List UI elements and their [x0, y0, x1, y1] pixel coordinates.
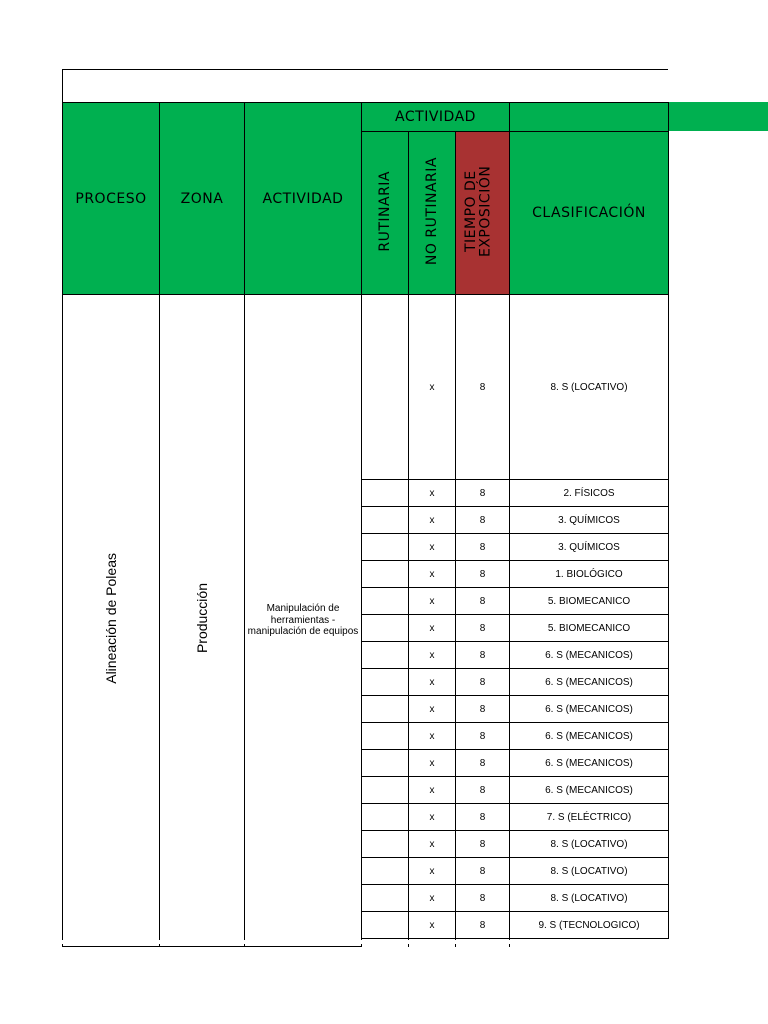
cell-tiempo: 8 [456, 696, 510, 723]
cell-rutinaria [362, 480, 409, 507]
col-header-proceso: PROCESO [63, 103, 160, 295]
cell-rutinaria [362, 912, 409, 939]
cell-clasificacion: 5. BIOMECANICO [510, 588, 669, 615]
cell-no-rutinaria: x [409, 561, 456, 588]
cell-rutinaria [362, 561, 409, 588]
cell-tiempo: 8 [456, 804, 510, 831]
cell-no-rutinaria: x [409, 723, 456, 750]
cell-rutinaria [362, 723, 409, 750]
cell-no-rutinaria: x [409, 507, 456, 534]
cell-tiempo: 8 [456, 615, 510, 642]
cell-rutinaria [362, 507, 409, 534]
cell-no-rutinaria: x [409, 858, 456, 885]
cell-rutinaria [362, 669, 409, 696]
sheet-title-row [62, 69, 668, 102]
col-header-tiempo-exposicion [456, 132, 510, 295]
header-green-extension [668, 102, 768, 131]
col-header-no-rutinaria [409, 132, 456, 295]
cell-tiempo: 8 [456, 295, 510, 480]
cell-tiempo: 8 [456, 669, 510, 696]
cell-no-rutinaria: x [409, 804, 456, 831]
cell-rutinaria [362, 885, 409, 912]
col-header-clasificacion: CLASIFICACIÓN [510, 132, 669, 295]
cell-no-rutinaria: x [409, 615, 456, 642]
matrix-body [63, 295, 669, 947]
cell-no-rutinaria: x [409, 912, 456, 939]
zona-value: Producción [193, 583, 210, 654]
cell-no-rutinaria: x [409, 480, 456, 507]
zona-cell [160, 295, 245, 947]
cell-tiempo: 8 [456, 561, 510, 588]
cell-clasificacion: 5. BIOMECANICO [510, 615, 669, 642]
cell-no-rutinaria: x [409, 534, 456, 561]
cell-clasificacion: 8. S (LOCATIVO) [510, 858, 669, 885]
group-header-actividad: ACTIVIDAD [362, 103, 510, 132]
cell-no-rutinaria: x [409, 588, 456, 615]
cell-tiempo: 8 [456, 750, 510, 777]
cell-tiempo: 8 [456, 885, 510, 912]
rutinaria-label: RUTINARIA [376, 170, 393, 252]
cell-no-rutinaria: x [409, 831, 456, 858]
cell-tiempo: 8 [456, 642, 510, 669]
cell-clasificacion: 6. S (MECANICOS) [510, 723, 669, 750]
tiempo-exposicion-label: TIEMPO DE EXPOSICIÓN [462, 165, 494, 257]
cell-no-rutinaria: x [409, 885, 456, 912]
cell-rutinaria [362, 831, 409, 858]
risk-matrix-table [62, 102, 669, 947]
col-header-actividad: ACTIVIDAD [245, 103, 362, 295]
cell-tiempo: 8 [456, 480, 510, 507]
cell-clasificacion: 8. S (LOCATIVO) [510, 295, 669, 480]
col-header-rutinaria [362, 132, 409, 295]
cell-rutinaria [362, 696, 409, 723]
cell-no-rutinaria: x [409, 750, 456, 777]
cell-rutinaria [362, 804, 409, 831]
cell-no-rutinaria: x [409, 777, 456, 804]
cell-clasificacion: 1. BIOLÓGICO [510, 561, 669, 588]
cell-tiempo: 8 [456, 777, 510, 804]
cell-clasificacion: 2. FÍSICOS [510, 480, 669, 507]
cell-clasificacion: 8. S (LOCATIVO) [510, 831, 669, 858]
cell-clasificacion: 7. S (ELÉCTRICO) [510, 804, 669, 831]
cell-no-rutinaria: x [409, 696, 456, 723]
cell-rutinaria [362, 295, 409, 480]
cell-tiempo: 8 [456, 507, 510, 534]
proceso-cell [63, 295, 160, 947]
cell-clasificacion: 6. S (MECANICOS) [510, 696, 669, 723]
cell-tiempo: 8 [456, 588, 510, 615]
table-row [63, 295, 669, 480]
no-rutinaria-label: NO RUTINARIA [423, 156, 440, 266]
cell-tiempo: 8 [456, 858, 510, 885]
cell-clasificacion: 6. S (MECANICOS) [510, 750, 669, 777]
actividad-cell: Manipulación de herramientas - manipulación de equipos [245, 295, 362, 947]
cell-clasificacion: 8. S (LOCATIVO) [510, 885, 669, 912]
cell-clasificacion: 6. S (MECANICOS) [510, 642, 669, 669]
page-cut [62, 940, 668, 944]
proceso-value: Alineación de Poleas [102, 553, 119, 684]
cell-rutinaria [362, 588, 409, 615]
cell-no-rutinaria: x [409, 642, 456, 669]
cell-clasificacion: 9. S (TECNOLOGICO) [510, 912, 669, 939]
cell-tiempo: 8 [456, 723, 510, 750]
cell-tiempo: 8 [456, 831, 510, 858]
cell-tiempo: 8 [456, 912, 510, 939]
cell-rutinaria [362, 642, 409, 669]
cell-rutinaria [362, 534, 409, 561]
cell-rutinaria [362, 858, 409, 885]
cell-no-rutinaria: x [409, 295, 456, 480]
cell-rutinaria [362, 750, 409, 777]
cell-clasificacion: 6. S (MECANICOS) [510, 669, 669, 696]
cell-rutinaria [362, 615, 409, 642]
cell-rutinaria [362, 777, 409, 804]
cell-no-rutinaria: x [409, 669, 456, 696]
cell-clasificacion: 6. S (MECANICOS) [510, 777, 669, 804]
cell-clasificacion: 3. QUÍMICOS [510, 507, 669, 534]
col-header-zona: ZONA [160, 103, 245, 295]
group-header-blank [510, 103, 669, 132]
cell-clasificacion: 3. QUÍMICOS [510, 534, 669, 561]
cell-tiempo: 8 [456, 534, 510, 561]
